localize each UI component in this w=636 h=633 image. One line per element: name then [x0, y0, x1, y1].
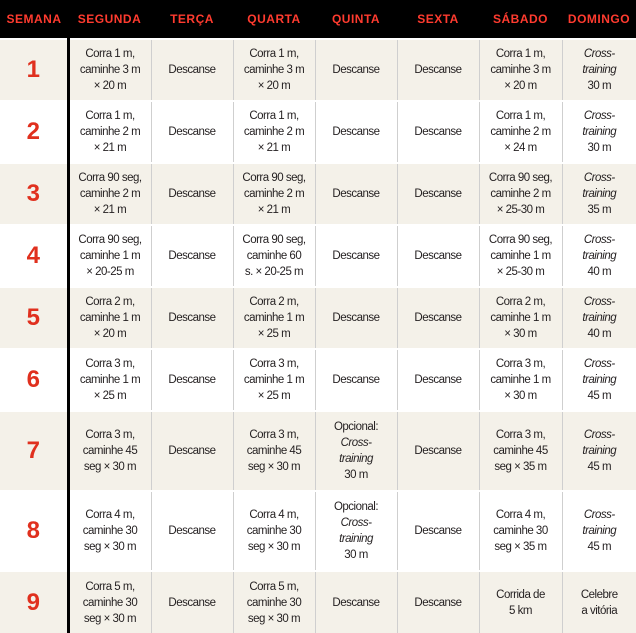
cell-line: Corra 2 m,	[249, 296, 299, 308]
cell-line: seg × 30 m	[247, 612, 301, 625]
cell-line: training	[339, 453, 373, 465]
cell-line: caminhe 2 m	[243, 188, 305, 200]
cell-line: Descanse	[168, 445, 216, 457]
cell-line: × 25-30 m	[496, 266, 545, 278]
header-segunda: SEGUNDA	[68, 0, 151, 39]
cell-line: Opcional:	[333, 501, 379, 513]
cell-line: caminhe 45	[493, 445, 548, 457]
week-number: 4	[0, 225, 68, 287]
cell-line: seg × 30 m	[83, 612, 137, 625]
cell-line: training	[339, 533, 373, 545]
cell-line: Descanse	[414, 525, 462, 537]
cell-segunda	[68, 349, 151, 411]
cell-line: Descanse	[168, 596, 216, 609]
header-semana: SEMANA	[0, 0, 68, 39]
cell-line: Corra 1 m,	[85, 110, 135, 122]
cell-line: caminhe 30	[82, 525, 138, 537]
cell-segunda	[68, 491, 151, 571]
header-quinta: QUINTA	[315, 0, 397, 39]
cell-line: 45 m	[587, 461, 612, 473]
cell-line: Descanse	[414, 596, 462, 609]
cell-line: training	[582, 374, 617, 386]
cell-line: Corra 3 m,	[249, 429, 299, 441]
cell-line: s. × 20-25 m	[244, 266, 304, 278]
cell-line: Cross-	[583, 509, 615, 521]
cell-line: × 24 m	[504, 142, 537, 154]
cell-line: Corra 90 seg,	[488, 234, 553, 246]
cell-line: Cross-	[340, 437, 372, 449]
week-number: 7	[0, 411, 68, 491]
cell-sexta	[397, 163, 479, 225]
cell-domingo	[562, 571, 636, 633]
table-row	[0, 39, 636, 101]
cell-sexta	[397, 571, 479, 633]
cell-line: caminhe 1 m	[79, 312, 141, 324]
cell-terca	[151, 163, 233, 225]
cell-line: Corra 4 m,	[495, 509, 546, 521]
cell-line: Descanse	[332, 250, 380, 262]
cell-segunda	[68, 163, 151, 225]
cell-line: Descanse	[168, 188, 216, 200]
cell-line: Corra 90 seg,	[242, 234, 306, 246]
cell-line: Corra 3 m,	[495, 358, 546, 370]
cell-line: × 20 m	[93, 80, 127, 92]
cell-line: Corra 90 seg,	[488, 172, 553, 184]
cell-line: 40 m	[587, 266, 612, 278]
table-row	[0, 411, 636, 491]
cell-domingo	[562, 349, 636, 411]
cell-quarta	[233, 287, 315, 349]
cell-line: Cross-	[583, 234, 615, 246]
cell-line: Descanse	[332, 126, 380, 138]
cell-quinta	[315, 491, 397, 571]
cell-line: seg × 30 m	[247, 541, 301, 553]
table-row	[0, 571, 636, 633]
cell-line: Descanse	[414, 445, 462, 457]
cell-quarta	[233, 491, 315, 571]
cell-line: 40 m	[587, 328, 612, 340]
cell-line: caminhe 1 m	[79, 250, 141, 262]
cell-line: caminhe 30	[246, 596, 302, 609]
cell-terca	[151, 287, 233, 349]
cell-segunda	[68, 411, 151, 491]
header-quarta: QUARTA	[233, 0, 315, 39]
cell-line: caminhe 2 m	[490, 188, 551, 200]
cell-domingo	[562, 101, 636, 163]
cell-line: training	[582, 250, 617, 262]
cell-sexta	[397, 287, 479, 349]
cell-quinta	[315, 101, 397, 163]
cell-quarta	[233, 163, 315, 225]
table-row	[0, 225, 636, 287]
cell-quinta	[315, 225, 397, 287]
cell-quarta	[233, 225, 315, 287]
cell-line: Cross-	[583, 48, 615, 60]
week-number: 6	[0, 349, 68, 411]
header-row	[0, 0, 636, 39]
cell-line: 30 m	[344, 469, 368, 481]
cell-terca	[151, 101, 233, 163]
cell-quinta	[315, 571, 397, 633]
cell-domingo	[562, 39, 636, 101]
week-number: 5	[0, 287, 68, 349]
cell-line: caminhe 2 m	[79, 126, 141, 138]
cell-line: caminhe 60	[246, 250, 302, 262]
week-number: 2	[0, 101, 68, 163]
cell-terca	[151, 571, 233, 633]
cell-line: caminhe 2 m	[490, 126, 551, 138]
cell-line: seg × 35 m	[494, 461, 547, 473]
cell-line: training	[582, 64, 617, 76]
cell-quinta	[315, 39, 397, 101]
cell-line: × 21 m	[93, 142, 127, 154]
cell-sabado	[479, 39, 562, 101]
cell-quinta	[315, 411, 397, 491]
cell-sabado	[479, 225, 562, 287]
cell-line: Cross-	[583, 110, 615, 122]
table-body	[0, 39, 636, 633]
cell-line: × 25 m	[93, 390, 127, 402]
cell-line: 30 m	[587, 142, 612, 154]
cell-line: Corrida de	[496, 588, 545, 601]
table-row	[0, 491, 636, 571]
cell-line: × 20 m	[504, 80, 537, 92]
cell-line: Descanse	[414, 374, 462, 386]
cell-line: Descanse	[332, 64, 380, 76]
cell-segunda	[68, 571, 151, 633]
cell-sexta	[397, 39, 479, 101]
cell-line: Descanse	[414, 188, 462, 200]
cell-line: Descanse	[332, 188, 380, 200]
cell-line: Corra 90 seg,	[242, 172, 306, 184]
cell-sexta	[397, 225, 479, 287]
cell-line: a vitória	[581, 604, 618, 617]
cell-line: seg × 35 m	[494, 541, 547, 553]
cell-line: Cross-	[340, 517, 372, 529]
cell-line: × 20-25 m	[86, 266, 134, 278]
cell-line: Corra 4 m,	[249, 509, 299, 521]
cell-line: Corra 5 m,	[249, 580, 299, 593]
cell-terca	[151, 411, 233, 491]
table-row	[0, 287, 636, 349]
cell-quinta	[315, 287, 397, 349]
cell-line: training	[582, 312, 617, 324]
cell-line: caminhe 1 m	[490, 312, 551, 324]
cell-terca	[151, 349, 233, 411]
cell-line: caminhe 1 m	[243, 312, 305, 324]
cell-sexta	[397, 411, 479, 491]
cell-quarta	[233, 411, 315, 491]
cell-sabado	[479, 349, 562, 411]
cell-line: caminhe 1 m	[490, 250, 551, 262]
cell-sexta	[397, 349, 479, 411]
cell-line: Descanse	[414, 312, 462, 324]
cell-line: caminhe 30	[246, 525, 302, 537]
cell-sabado	[479, 163, 562, 225]
cell-line: × 25 m	[257, 328, 291, 340]
cell-line: caminhe 1 m	[79, 374, 141, 386]
table-row	[0, 101, 636, 163]
cell-segunda	[68, 287, 151, 349]
cell-line: Corra 3 m,	[495, 429, 546, 441]
cell-line: Corra 1 m,	[495, 48, 546, 60]
cell-line: × 21 m	[257, 204, 291, 216]
cell-line: 45 m	[587, 541, 612, 553]
cell-line: Cross-	[583, 429, 615, 441]
header-terca: TERÇA	[151, 0, 233, 39]
header-domingo: DOMINGO	[562, 0, 636, 39]
table-header	[0, 0, 636, 39]
cell-domingo	[562, 163, 636, 225]
cell-line: Descanse	[168, 250, 216, 262]
cell-line: training	[582, 126, 617, 138]
cell-line: Descanse	[168, 126, 216, 138]
cell-sexta	[397, 491, 479, 571]
cell-line: Corra 1 m,	[495, 110, 546, 122]
cell-line: Corra 5 m,	[85, 580, 135, 593]
cell-line: Descanse	[332, 312, 380, 324]
cell-line: Cross-	[583, 172, 615, 184]
cell-line: caminhe 45	[82, 445, 138, 457]
cell-line: 45 m	[587, 390, 612, 402]
cell-line: Corra 1 m,	[249, 48, 299, 60]
week-number: 3	[0, 163, 68, 225]
cell-line: × 21 m	[257, 142, 291, 154]
cell-line: Cross-	[583, 296, 615, 308]
cell-quarta	[233, 101, 315, 163]
header-sabado: SÁBADO	[479, 0, 562, 39]
cell-quinta	[315, 163, 397, 225]
cell-line: training	[582, 525, 617, 537]
cell-line: Descanse	[414, 250, 462, 262]
cell-segunda	[68, 101, 151, 163]
week-number: 9	[0, 571, 68, 633]
cell-line: Descanse	[332, 596, 380, 609]
cell-line: Corra 1 m,	[85, 48, 135, 60]
cell-line: training	[582, 188, 617, 200]
cell-terca	[151, 491, 233, 571]
cell-line: caminhe 1 m	[243, 374, 305, 386]
cell-line: × 30 m	[504, 390, 537, 402]
cell-line: Descanse	[414, 64, 462, 76]
cell-domingo	[562, 411, 636, 491]
cell-sabado	[479, 571, 562, 633]
table-row	[0, 163, 636, 225]
cell-domingo	[562, 287, 636, 349]
cell-line: Descanse	[414, 126, 462, 138]
cell-line: Descanse	[168, 525, 216, 537]
cell-line: × 25-30 m	[496, 204, 545, 216]
week-number: 1	[0, 39, 68, 101]
cell-line: Corra 90 seg,	[78, 172, 142, 184]
cell-line: 5 km	[509, 604, 532, 617]
cell-line: seg × 30 m	[247, 461, 301, 473]
cell-sabado	[479, 411, 562, 491]
cell-line: × 20 m	[257, 80, 291, 92]
cell-line: caminhe 30	[493, 525, 548, 537]
cell-line: caminhe 45	[246, 445, 302, 457]
cell-line: seg × 30 m	[83, 541, 137, 553]
cell-line: × 30 m	[504, 328, 537, 340]
cell-quarta	[233, 571, 315, 633]
cell-line: caminhe 3 m	[79, 64, 141, 76]
cell-quarta	[233, 39, 315, 101]
header-sexta: SEXTA	[397, 0, 479, 39]
cell-line: Corra 3 m,	[85, 358, 135, 370]
cell-segunda	[68, 225, 151, 287]
cell-line: training	[582, 445, 617, 457]
cell-line: × 25 m	[257, 390, 291, 402]
cell-line: Descanse	[168, 312, 216, 324]
cell-terca	[151, 225, 233, 287]
cell-line: seg × 30 m	[83, 461, 137, 473]
cell-line: 30 m	[344, 549, 368, 561]
cell-line: Cross-	[583, 358, 615, 370]
cell-line: × 21 m	[93, 204, 127, 216]
cell-line: Corra 3 m,	[249, 358, 299, 370]
cell-sexta	[397, 101, 479, 163]
cell-line: Descanse	[332, 374, 380, 386]
cell-domingo	[562, 491, 636, 571]
cell-quinta	[315, 349, 397, 411]
cell-line: Corra 3 m,	[85, 429, 135, 441]
cell-line: caminhe 3 m	[243, 64, 305, 76]
cell-quarta	[233, 349, 315, 411]
cell-sabado	[479, 101, 562, 163]
cell-domingo	[562, 225, 636, 287]
cell-line: caminhe 3 m	[490, 64, 551, 76]
cell-segunda	[68, 39, 151, 101]
cell-sabado	[479, 491, 562, 571]
cell-line: caminhe 2 m	[243, 126, 305, 138]
cell-line: Descanse	[168, 374, 216, 386]
cell-terca	[151, 39, 233, 101]
cell-line: 30 m	[587, 80, 612, 92]
cell-line: Corra 90 seg,	[78, 234, 142, 246]
cell-line: caminhe 2 m	[79, 188, 141, 200]
cell-line: Corra 4 m,	[85, 509, 135, 521]
cell-line: 35 m	[587, 204, 612, 216]
cell-line: Descanse	[168, 64, 216, 76]
cell-line: caminhe 30	[82, 596, 138, 609]
cell-line: Opcional:	[333, 421, 379, 433]
cell-line: caminhe 1 m	[490, 374, 551, 386]
cell-sabado	[479, 287, 562, 349]
cell-line: Corra 2 m,	[495, 296, 546, 308]
cell-line: × 20 m	[93, 328, 127, 340]
week-number: 8	[0, 491, 68, 571]
cell-line: Celebre	[580, 588, 618, 601]
table-row	[0, 349, 636, 411]
cell-line: Corra 2 m,	[85, 296, 135, 308]
cell-line: Corra 1 m,	[249, 110, 299, 122]
